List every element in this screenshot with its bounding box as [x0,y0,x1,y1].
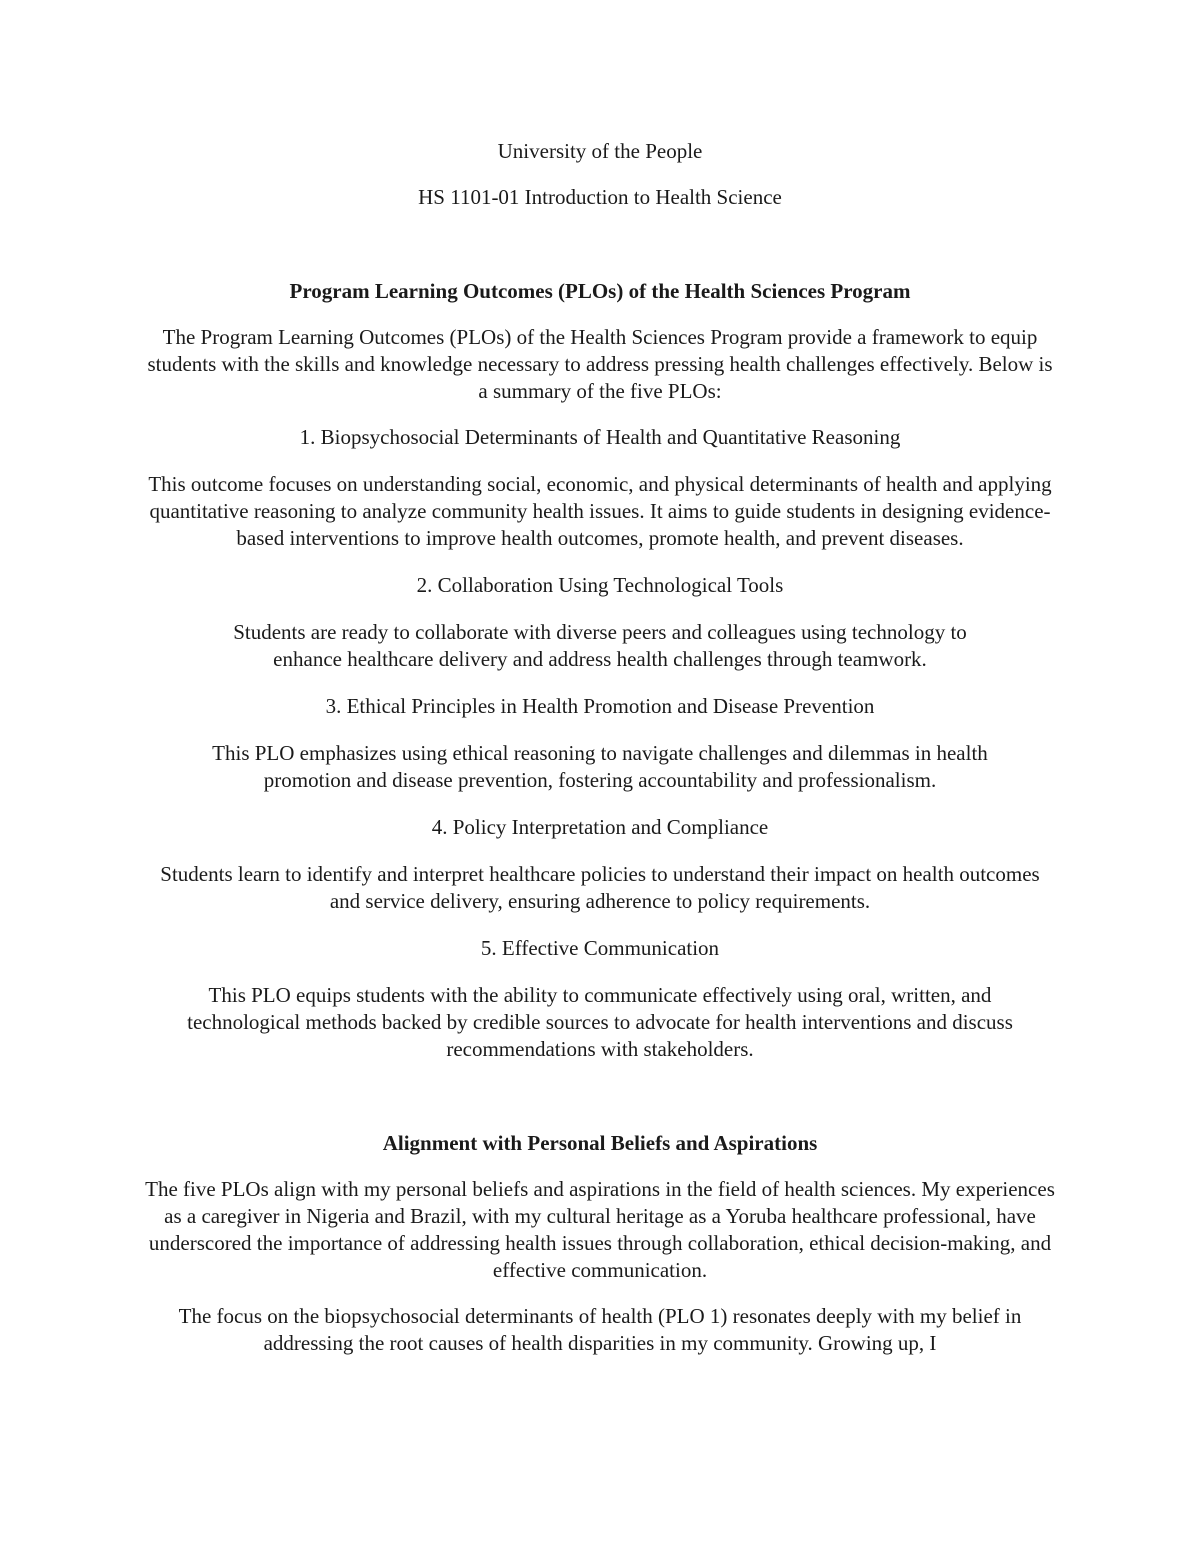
institution-name: University of the People [497,139,703,163]
plo-intro-paragraph: The Program Learning Outcomes (PLOs) of the Health Sciences Program provide a framework to equip students with the skills and knowledge necessary to address pressing health challenges effectively. Below is a summary of the five PLOs: [147,325,1053,403]
plo-3-title: 3. Ethical Principles in Health Promotion and Disease Prevention [325,694,875,718]
plo-5-title: 5. Effective Communication [480,936,720,960]
alignment-section-heading: Alignment with Personal Beliefs and Aspirations [382,1131,818,1155]
plo-5-description: This PLO equips students with the ability to communicate effectively using oral, written, and technological methods backed by credible sources to advocate for health interventions and discuss recommendations with stakeholders. [187,983,1013,1061]
plo-2-title: 2. Collaboration Using Technological Tools [416,573,784,597]
plo-2-description: Students are ready to collaborate with diverse peers and colleagues using technology to enhance healthcare delivery and address health challenges through teamwork. [233,620,967,671]
document-body [140,138,1060,1376]
course-title: HS 1101-01 Introduction to Health Science [418,185,782,209]
plo-4-description: Students learn to identify and interpret healthcare policies to understand their impact on health outcomes and service delivery, ensuring adherence to policy requirements. [160,862,1040,913]
plo-4-title: 4. Policy Interpretation and Compliance [431,815,769,839]
plo-1-title: 1. Biopsychosocial Determinants of Health and Quantitative Reasoning [299,425,901,449]
alignment-paragraph-2: The focus on the biopsychosocial determinants of health (PLO 1) resonates deeply with my belief in addressing the root causes of health disparities in my community. Growing up, I [178,1304,1022,1355]
plo-1-description: This outcome focuses on understanding social, economic, and physical determinants of health and applying quantitative reasoning to analyze community health issues. It aims to guide students in designing evidence-based interventions to improve health outcomes, promote health, and prevent diseases. [148,472,1052,550]
alignment-paragraph-1: The five PLOs align with my personal beliefs and aspirations in the field of health sciences. My experiences as a caregiver in Nigeria and Brazil, with my cultural heritage as a Yoruba healthcare professional, have underscored the importance of addressing health issues through collaboration, ethical decision-making, and effective communication. [145,1177,1055,1282]
plo-3-description: This PLO emphasizes using ethical reasoning to navigate challenges and dilemmas in health promotion and disease prevention, fostering accountability and professionalism. [212,741,988,792]
plo-section-heading: Program Learning Outcomes (PLOs) of the Health Sciences Program [289,279,911,303]
